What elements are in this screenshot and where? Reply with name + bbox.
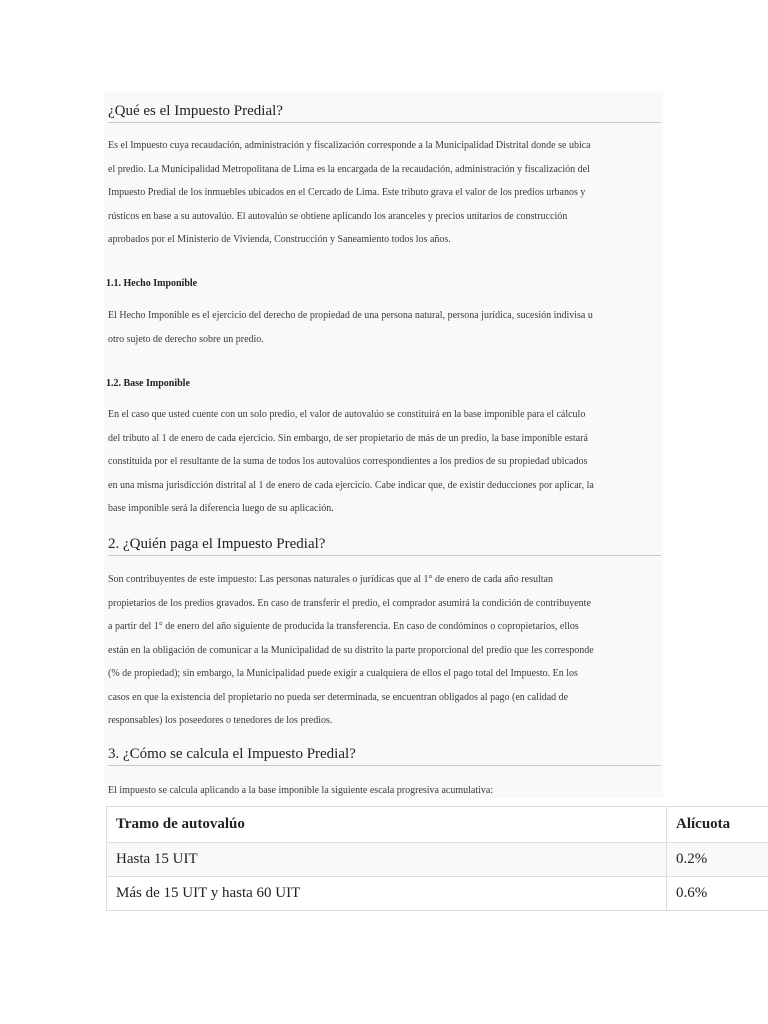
text-line: otro sujeto de derecho sobre un predio. — [108, 333, 264, 345]
text-line: En el caso que usted cuente con un solo predio, el valor de autovalúo se constituirá en la base imponible para el cálculo — [108, 409, 586, 420]
paragraph-como-se-calcula — [108, 779, 661, 803]
text-line: el predio. La Municipalidad Metropolitana de Lima es la encargada de la recaudación, administración y fiscalización del — [108, 163, 590, 175]
text-line: propietarios de los predios gravados. En caso de transferir el predio, el comprador asumirá la condición de contribuyente — [108, 597, 591, 609]
paragraph-base-imponible — [108, 403, 661, 521]
text-line: aprobados por el Ministerio de Vivienda, Construcción y Saneamiento todos los años. — [108, 234, 451, 245]
heading-hecho-imponible: 1.1. Hecho Imponible — [106, 278, 198, 289]
text-line: El Hecho Imponible es el ejercicio del derecho de propiedad de una persona natural, persona jurídica, sucesión indivisa u — [108, 310, 593, 321]
header-tramo-de-autovaluo: Tramo de autovalúo — [107, 807, 667, 843]
table-cell-alicuota: 0.2% — [667, 843, 768, 877]
text-line: responsables) los poseedores o tenedores de los predios. — [108, 715, 333, 726]
text-line: en una misma jurisdicción distrital al 1 de enero de cada ejercicio. Cabe indicar que, de existir deducciones por aplicar, la — [108, 479, 594, 491]
table-cell-tramo: Más de 15 UIT y hasta 60 UIT — [107, 877, 667, 911]
header-alicuota: Alícuota — [667, 807, 768, 843]
text-line: a partir del 1° de enero del año siguiente de producida la transferencia. En caso de condóminos o copropietarios, ellos — [108, 621, 579, 632]
table-row — [107, 843, 768, 877]
text-line: Son contribuyentes de este impuesto: Las personas naturales o jurídicas que al 1° de enero de cada año resultan — [108, 574, 553, 585]
alicuota-table — [106, 806, 768, 911]
text-line: del tributo al 1 de enero de cada ejercicio. Sin embargo, de ser propietario de más de un predio, la base imponible estará — [108, 432, 588, 444]
text-line: base imponible será la diferencia luego de su aplicación. — [108, 503, 334, 514]
paragraph-quien-paga — [108, 568, 661, 733]
heading-como-se-calcula: 3. ¿Cómo se calcula el Impuesto Predial? — [108, 744, 661, 766]
table-cell-alicuota: 0.6% — [667, 877, 768, 911]
table-cell-tramo: Hasta 15 UIT — [107, 843, 667, 877]
text-line: Impuesto Predial de los inmuebles ubicados en el Cercado de Lima. Este tributo grava el valor de los predios urbanos y — [108, 187, 586, 198]
text-line: rústicos en base a su autovalúo. El autovalúo se obtiene aplicando los aranceles y precios unitarios de construcción — [108, 210, 568, 222]
text-line: constituida por el resultante de la suma de todos los autovalúos correspondientes a los predios de su propiedad ubicados — [108, 456, 588, 467]
paragraph-que-es — [108, 134, 661, 252]
table-row — [107, 877, 768, 911]
text-line: Es el Impuesto cuya recaudación, administración y fiscalización corresponde a la Municipalidad Distrital donde se ubica — [108, 140, 591, 151]
text-line: (% de propiedad); sin embargo, la Municipalidad puede exigir a cualquiera de ellos el pago total del Impuesto. En los — [108, 668, 578, 679]
text-line: casos en que la existencia del propietario no pueda ser determinada, se encuentran obligados al pago (en calidad de — [108, 691, 569, 703]
heading-quien-paga: 2. ¿Quién paga el Impuesto Predial? — [108, 534, 661, 556]
paragraph-hecho-imponible — [108, 304, 661, 351]
text-line: están en la obligación de comunicar a la Municipalidad de su distrito la parte proporcional del predio que les corresponde — [108, 644, 594, 656]
table-header-row — [107, 807, 768, 843]
text-line: El impuesto se calcula aplicando a la base imponible la siguiente escala progresiva acumulativa: — [108, 785, 494, 796]
heading-que-es: ¿Qué es el Impuesto Predial? — [108, 101, 661, 123]
heading-base-imponible: 1.2. Base Imponible — [106, 378, 190, 389]
